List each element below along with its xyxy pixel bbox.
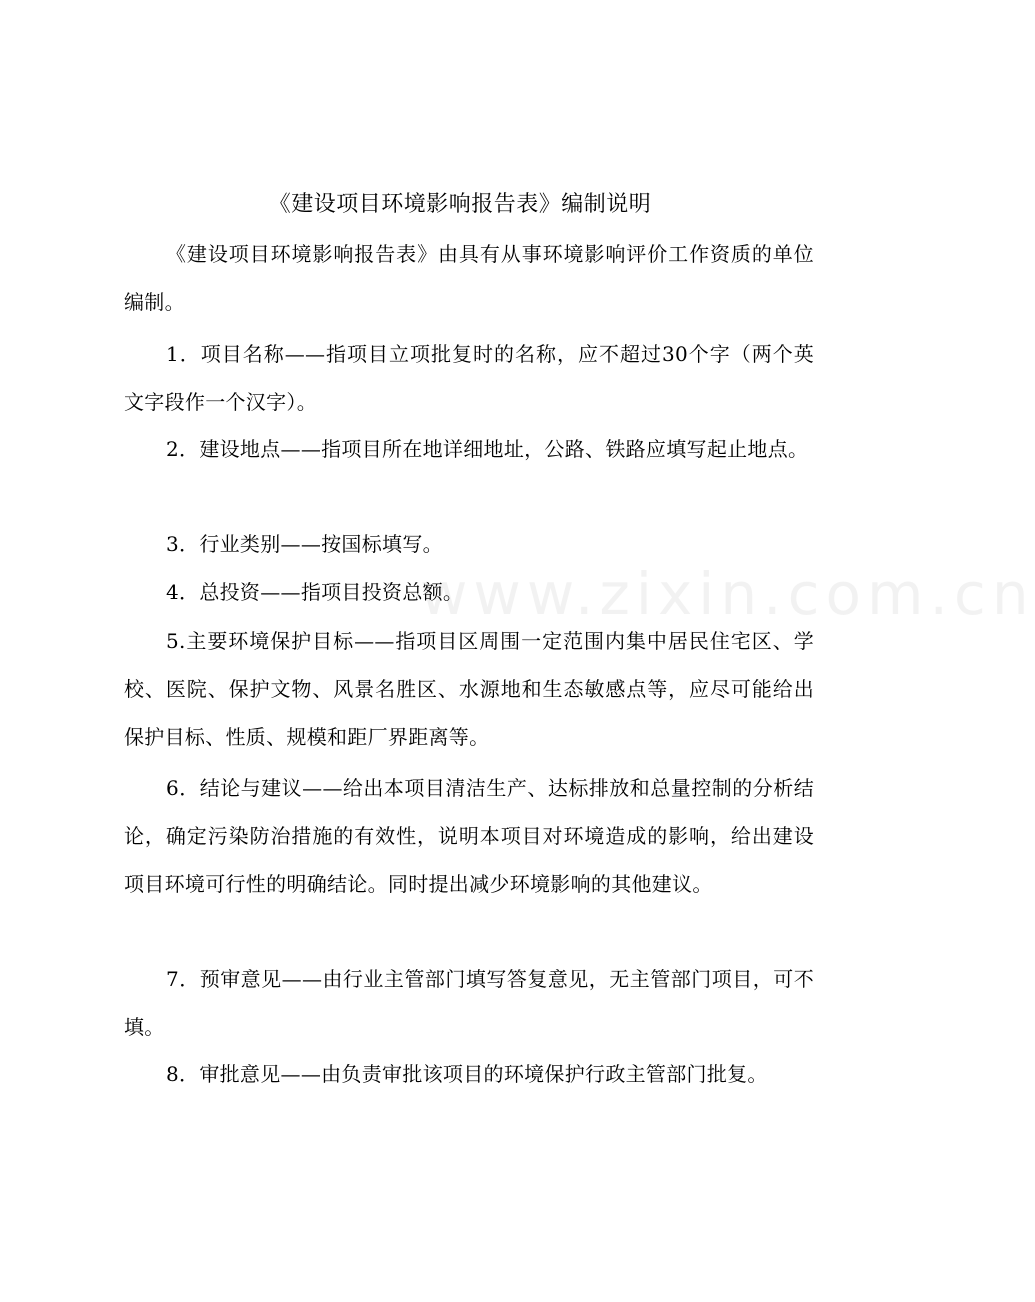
- watermark: www.zixin.com.cn: [420, 560, 1035, 628]
- item-construction-site: 2．建设地点——指项目所在地详细地址，公路、铁路应填写起止地点。: [166, 437, 809, 461]
- item-protection-targets: 5.主要环境保护目标——指项目区周围一定范围内集中居民住宅区、学校、医院、保护文物、风景名胜区、水源地和生态敏感点等，应尽可能给出保护目标、性质、规模和距厂界距离等。: [124, 629, 814, 749]
- intro-paragraph: 《建设项目环境影响报告表》由具有从事环境影响评价工作资质的单位编制。: [124, 242, 814, 314]
- item-approval-opinion: 8．审批意见——由负责审批该项目的环境保护行政主管部门批复。: [166, 1062, 768, 1086]
- item-industry-category: 3．行业类别——按国标填写。: [166, 532, 443, 556]
- document-title: 《建设项目环境影响报告表》编制说明: [268, 192, 652, 217]
- item-conclusion: 6．结论与建议——给出本项目清洁生产、达标排放和总量控制的分析结论，确定污染防治措施的有效性，说明本项目对环境造成的影响，给出建设项目环境可行性的明确结论。同时提出减少环境影响的其他建议。: [124, 776, 814, 896]
- item-pre-review-opinion: 7．预审意见——由行业主管部门填写答复意见，无主管部门项目，可不填。: [124, 967, 814, 1039]
- item-total-investment: 4．总投资——指项目投资总额。: [166, 580, 464, 604]
- item-project-name: 1．项目名称——指项目立项批复时的名称，应不超过30个字（两个英文字段作一个汉字）。: [124, 342, 814, 414]
